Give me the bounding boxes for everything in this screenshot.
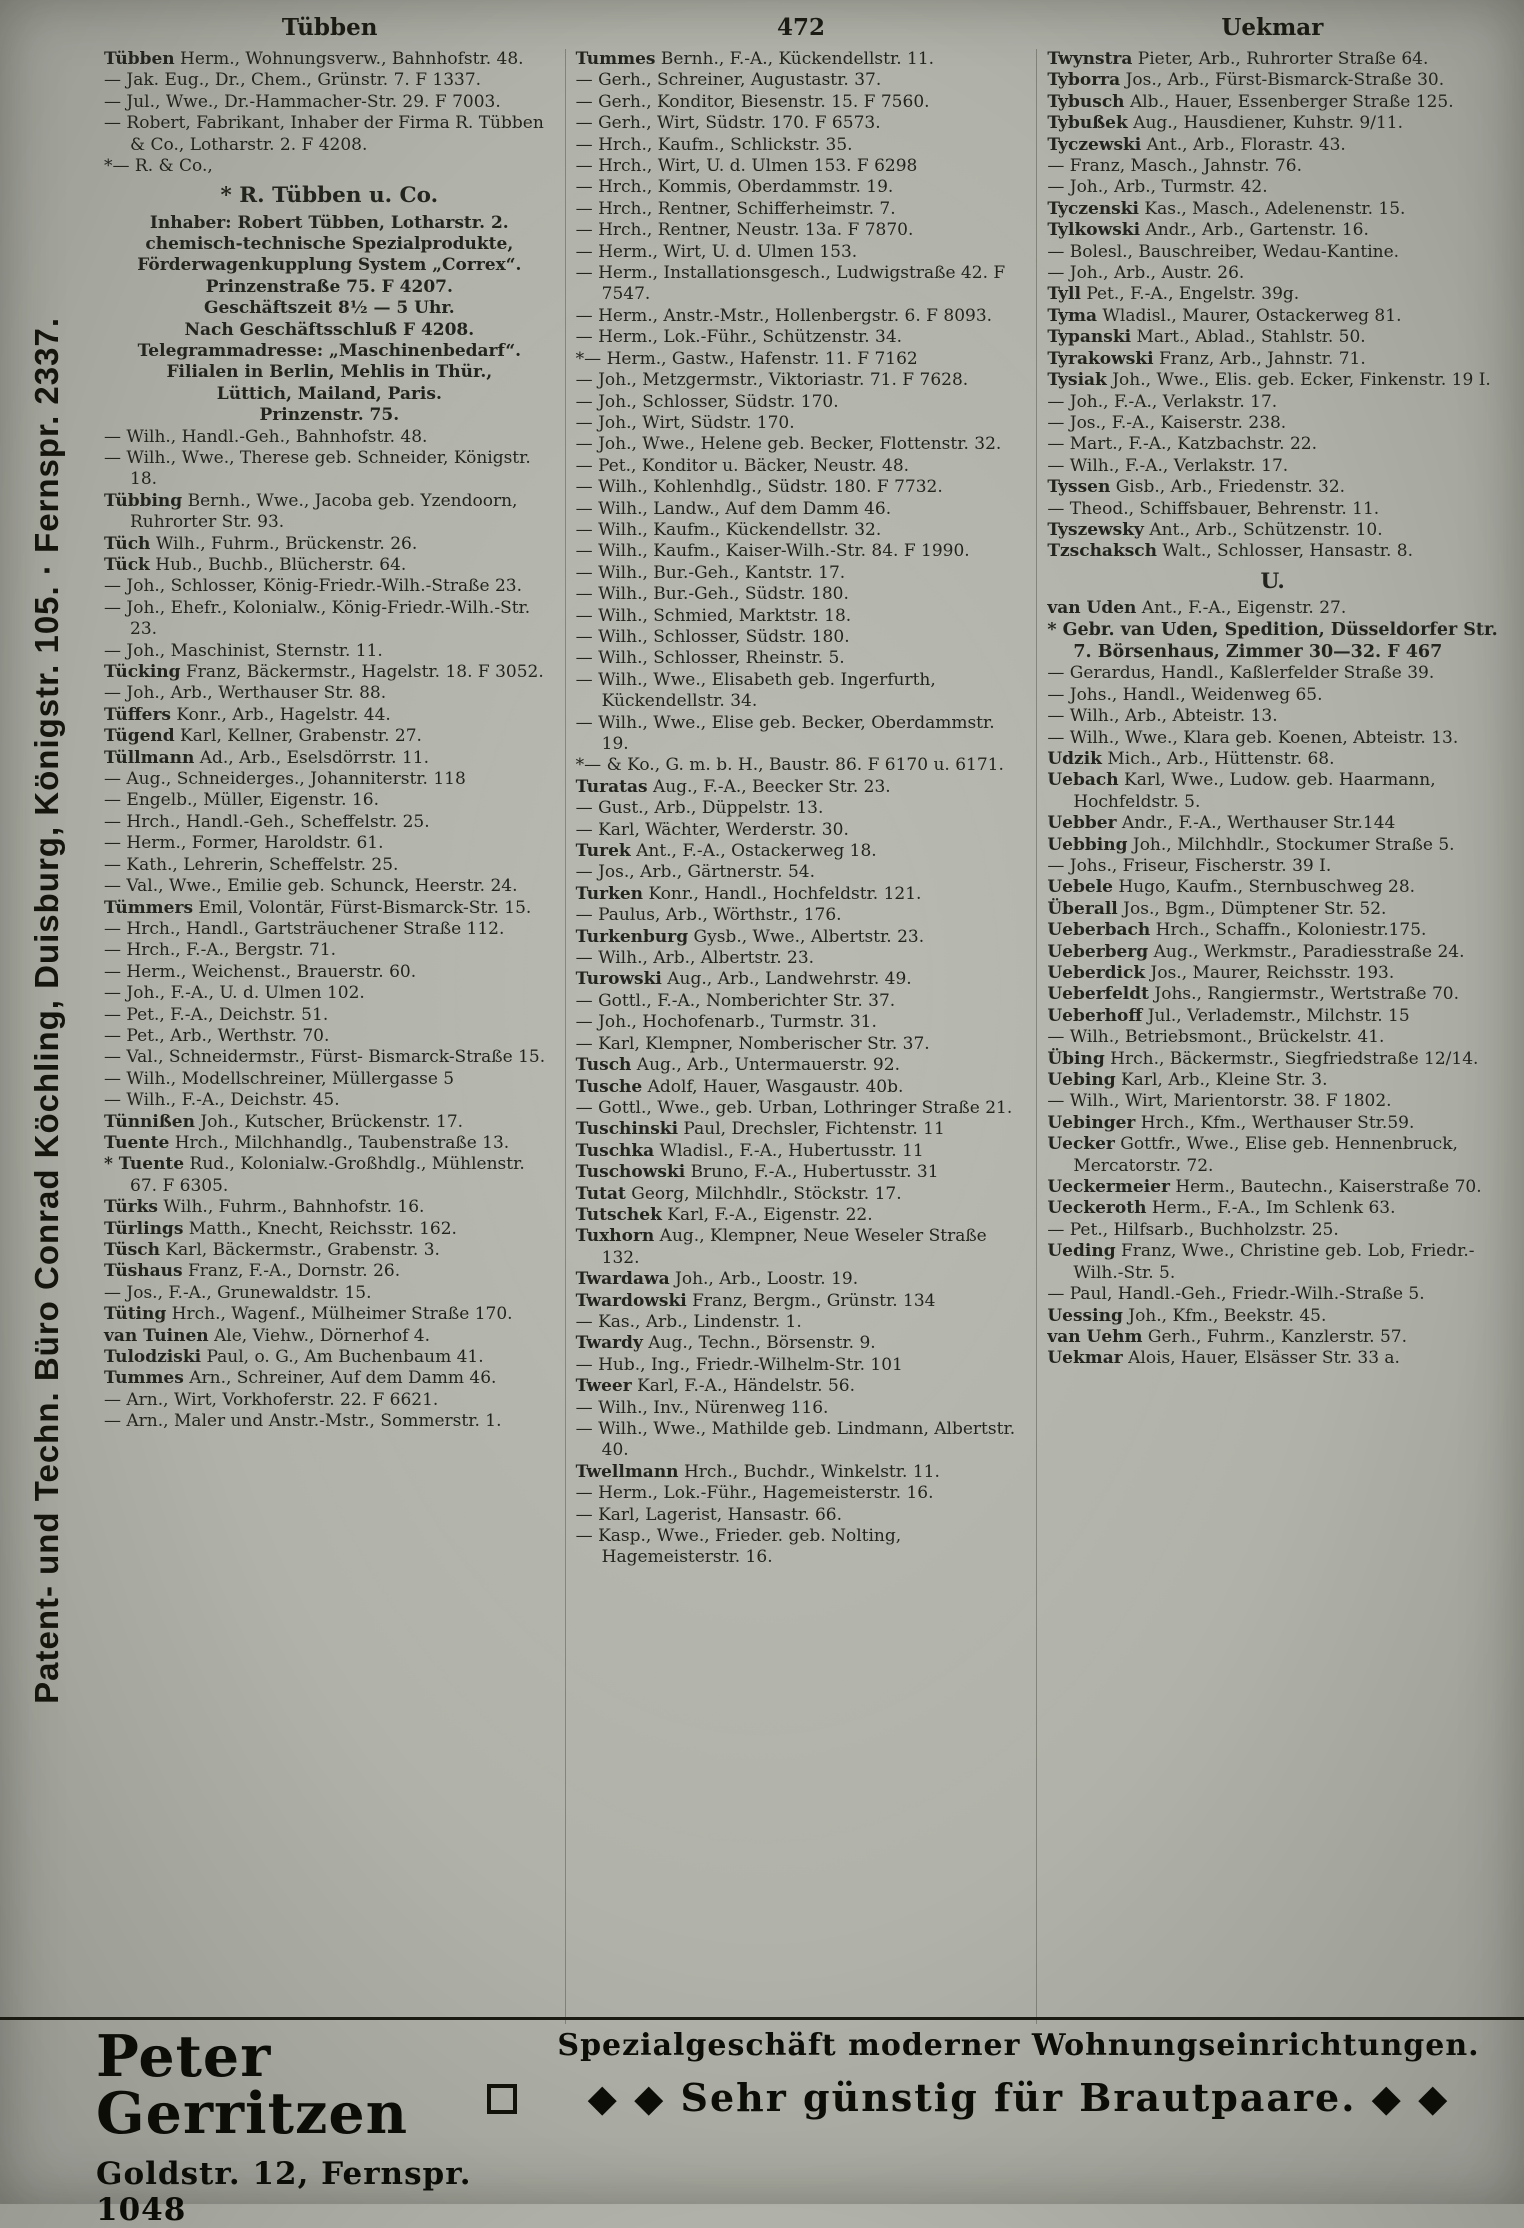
- directory-entry: Tüllmann Ad., Arb., Eselsdörrstr. 11.: [104, 747, 429, 768]
- directory-entry: Türlings Matth., Knecht, Reichsstr. 162.: [104, 1218, 457, 1239]
- printer-ornament-square-icon: [487, 2084, 517, 2114]
- column-3: [1036, 49, 1508, 2024]
- directory-entry: — Joh., F.-A., U. d. Ulmen 102.: [104, 983, 365, 1004]
- directory-entry: — Wilh., F.-A., Deichstr. 45.: [104, 1090, 340, 1111]
- entry-surname: Tüffers: [104, 704, 171, 725]
- directory-entry: Tüch Wilh., Fuhrm., Brückenstr. 26.: [104, 533, 418, 554]
- entry-surname: Ueckermeier: [1047, 1177, 1170, 1198]
- directory-entry: — Joh., Schlosser, Südstr. 170.: [575, 391, 839, 412]
- directory-entry: Tyborra Jos., Arb., Fürst-Bismarck-Straße 30.: [1047, 70, 1445, 91]
- directory-entry: — Hrch., Kommis, Oberdammstr. 19.: [575, 177, 894, 198]
- entry-surname: Tüsch: [104, 1240, 160, 1261]
- directory-entry: — Wilh., Landw., Auf dem Damm 46.: [575, 498, 892, 519]
- entry-surname: Tüshaus: [104, 1261, 183, 1282]
- directory-entry: Telegrammadresse: „Maschinenbedarf“.: [137, 340, 522, 361]
- directory-entry: — Theod., Schiffsbauer, Behrenstr. 11.: [1047, 498, 1380, 519]
- directory-entry: Filialen in Berlin, Mehlis in Thür.,: [166, 362, 493, 383]
- directory-entry: — Wilh., Wwe., Klara geb. Koenen, Abteistr. 13.: [1047, 727, 1459, 748]
- directory-entry: * Tuente Rud., Kolonialw.-Großhdlg., Mühlenstr. 67. F 6305.: [104, 1154, 525, 1196]
- directory-entry: — Hrch., F.-A., Bergstr. 71.: [104, 940, 337, 961]
- entry-surname: Tuschka: [575, 1140, 655, 1161]
- entry-surname: van Uden: [1047, 597, 1137, 618]
- directory-entry: Uekmar Alois, Hauer, Elsässer Str. 33 a.: [1047, 1348, 1400, 1369]
- directory-entry: Ueberhoff Jul., Verlademstr., Milchstr. 15: [1047, 1005, 1410, 1026]
- directory-entry: — Arn., Maler und Anstr.-Mstr., Sommerstr. 1.: [104, 1411, 502, 1432]
- directory-entry: Überall Jos., Bgm., Dümptener Str. 52.: [1047, 898, 1387, 919]
- directory-entry: Prinzenstraße 75. F 4207.: [205, 276, 453, 297]
- directory-entry: — Engelb., Müller, Eigenstr. 16.: [104, 790, 379, 811]
- entry-surname: Tysiak: [1047, 370, 1107, 391]
- directory-entry: Twardowski Franz, Bergm., Grünstr. 134: [575, 1290, 936, 1311]
- directory-entry: — Joh., Arb., Turmstr. 42.: [1047, 177, 1268, 198]
- entry-surname: * Gebr. van Uden,: [1047, 620, 1219, 641]
- directory-entry: Tyrakowski Franz, Arb., Jahnstr. 71.: [1047, 348, 1366, 369]
- directory-entry: — Joh., Metzgermstr., Viktoriastr. 71. F 7628.: [575, 370, 969, 391]
- directory-entry: Inhaber: Robert Tübben, Lotharstr. 2.: [149, 212, 509, 233]
- directory-entry: — Herm., Anstr.-Mstr., Hollenbergstr. 6. F 8093.: [575, 305, 993, 326]
- column-1: [94, 49, 565, 2024]
- directory-entry: Übing Hrch., Bäckermstr., Siegfriedstraße 12/14.: [1047, 1048, 1479, 1069]
- directory-entry: — Paul, Handl.-Geh., Friedr.-Wilh.-Straße 5.: [1047, 1284, 1425, 1305]
- directory-entry: Tyczenski Kas., Masch., Adelenenstr. 15.: [1047, 198, 1406, 219]
- entry-surname: Twardowski: [575, 1290, 687, 1311]
- entry-surname: Tuschowski: [575, 1162, 686, 1183]
- entry-surname: Tzschaksch: [1047, 541, 1158, 562]
- directory-entry: Turken Konr., Handl., Hochfeldstr. 121.: [575, 883, 922, 904]
- entry-surname: Tyrakowski: [1047, 348, 1154, 369]
- entry-surname: Turkenburg: [575, 926, 689, 947]
- directory-entry: — Arn., Wirt, Vorkhoferstr. 22. F 6621.: [104, 1389, 439, 1410]
- directory-entry: Nach Geschäftsschluß F 4208.: [184, 319, 475, 340]
- directory-entry: Turowski Aug., Arb., Landwehrstr. 49.: [575, 969, 912, 990]
- directory-entry: Lüttich, Mailand, Paris.: [216, 383, 442, 404]
- entry-surname: Tyczewski: [1047, 134, 1142, 155]
- directory-entry: — Karl, Wächter, Werderstr. 30.: [575, 819, 849, 840]
- directory-entry: — Joh., Wirt, Südstr. 170.: [575, 412, 795, 433]
- directory-entry: Ueberberg Aug., Werkmstr., Paradiesstraße 24.: [1047, 941, 1465, 962]
- entry-surname: Uebber: [1047, 813, 1117, 834]
- directory-entry: Ueberbach Hrch., Schaffn., Koloniestr.175.: [1047, 920, 1427, 941]
- directory-entry: — Gottl., F.-A., Nomberichter Str. 37.: [575, 990, 896, 1011]
- directory-entry: — Franz, Masch., Jahnstr. 76.: [1047, 156, 1302, 177]
- directory-entry: — Hrch., Kaufm., Schlickstr. 35.: [575, 134, 853, 155]
- entry-surname: Tuente: [104, 1132, 170, 1153]
- entry-surname: Tutschek: [575, 1204, 662, 1225]
- directory-entry: Tübbing Bernh., Wwe., Jacoba geb. Yzendoorn, Ruhrorter Str. 93.: [104, 490, 518, 533]
- entry-surname: Uekmar: [1047, 1348, 1123, 1369]
- directory-entry: Tüsch Karl, Bäckermstr., Grabenstr. 3.: [104, 1240, 440, 1261]
- directory-entry: Tylkowski Andr., Arb., Gartenstr. 16.: [1047, 220, 1369, 241]
- directory-entry: — Wilh., Modellschreiner, Müllergasse 5: [104, 1068, 455, 1089]
- directory-entry: Prinzenstr. 75.: [259, 405, 400, 426]
- directory-entry: Uebach Karl, Wwe., Ludow. geb. Haarmann, Hochfeldstr. 5.: [1047, 770, 1436, 812]
- directory-entry: — Wilh., Kohlenhdlg., Südstr. 180. F 7732.: [575, 477, 943, 498]
- directory-entry: — Johs., Friseur, Fischerstr. 39 I.: [1047, 855, 1332, 876]
- entry-surname: Tybußek: [1047, 113, 1128, 134]
- entry-surname: Tyborra: [1047, 70, 1121, 91]
- directory-entry: — Wilh., Bur.-Geh., Südstr. 180.: [575, 584, 849, 605]
- entry-surname: van Tuinen: [104, 1325, 209, 1346]
- directory-entry: — Joh., Arb., Werthauser Str. 88.: [104, 683, 387, 704]
- directory-entry: Ueberfeldt Johs., Rangiermstr., Wertstraße 70.: [1047, 984, 1460, 1005]
- directory-entry: — Pet., Arb., Werthstr. 70.: [104, 1025, 330, 1046]
- directory-entry: — Jos., F.-A., Kaiserstr. 238.: [1047, 412, 1287, 433]
- entry-surname: Türks: [104, 1197, 159, 1218]
- directory-entry: Turek Ant., F.-A., Ostackerweg 18.: [575, 841, 877, 862]
- directory-entry: — Joh., Ehefr., Kolonialw., König-Friedr.-Wilh.-Str. 23.: [104, 597, 531, 640]
- section-heading: * R. Tübben u. Co.: [220, 183, 439, 209]
- directory-entry: — Robert, Fabrikant, Inhaber der Firma R. Tübben & Co., Lotharstr. 2. F 4208.: [104, 113, 544, 155]
- entry-surname: Überall: [1047, 898, 1118, 919]
- directory-entry: — Joh., Schlosser, König-Friedr.-Wilh.-Straße 23.: [104, 576, 522, 597]
- directory-entry: — Wilh., Wirt, Marientorstr. 38. F 1802.: [1047, 1091, 1392, 1112]
- entry-surname: Uebele: [1047, 877, 1113, 898]
- directory-entry: Tück Hub., Buchb., Blücherstr. 64.: [104, 555, 407, 576]
- directory-entry: — Wilh., Bur.-Geh., Kantstr. 17.: [575, 562, 846, 583]
- directory-entry: Tusche Adolf, Hauer, Wasgaustr. 40b.: [575, 1076, 904, 1097]
- entry-surname: Ueberfeldt: [1047, 984, 1149, 1005]
- entry-surname: Tutat: [575, 1183, 626, 1204]
- entry-surname: Tummes: [575, 49, 656, 69]
- directory-entry: Tümmers Emil, Volontär, Fürst-Bismarck-Str. 15.: [104, 897, 532, 918]
- directory-entry: Uebing Karl, Arb., Kleine Str. 3.: [1047, 1070, 1328, 1091]
- directory-entry: Twardawa Joh., Arb., Loostr. 19.: [575, 1269, 859, 1290]
- directory-entry: Tweer Karl, F.-A., Händelstr. 56.: [575, 1376, 856, 1397]
- entry-surname: Ueberhoff: [1047, 1005, 1143, 1026]
- entry-surname: Übing: [1047, 1048, 1105, 1069]
- entry-surname: Tusche: [575, 1076, 643, 1097]
- entry-surname: Uebbing: [1047, 834, 1128, 855]
- entry-surname: Tünnißen: [104, 1111, 195, 1132]
- directory-entry: Tyma Wladisl., Maurer, Ostackerweg 81.: [1047, 305, 1402, 326]
- entry-surname: Uecker: [1047, 1134, 1115, 1155]
- directory-entry: — Wilh., Inv., Nürenweg 116.: [575, 1397, 829, 1418]
- directory-entry: *— Herm., Gastw., Hafenstr. 11. F 7162: [575, 348, 918, 369]
- directory-entry: — Jul., Wwe., Dr.-Hammacher-Str. 29. F 7003.: [104, 91, 501, 112]
- directory-entry: Ueberdick Jos., Maurer, Reichsstr. 193.: [1047, 963, 1395, 984]
- footer-ad-slogan1: Spezialgeschäft moderner Wohnungseinrichtungen.: [557, 2028, 1480, 2063]
- directory-entry: — Hrch., Wirt, U. d. Ulmen 153. F 6298: [575, 156, 918, 177]
- column-2: [565, 49, 1037, 2024]
- directory-entry: — Wilh., Wwe., Elise geb. Becker, Oberdammstr. 19.: [575, 712, 995, 754]
- header-right-keyword: Uekmar: [1221, 14, 1324, 41]
- entry-surname: Uessing: [1047, 1305, 1123, 1326]
- footer-ad-slogan2: ◆ ◆ Sehr günstig für Brautpaare. ◆ ◆: [587, 2075, 1450, 2120]
- entry-surname: Tweer: [575, 1376, 632, 1397]
- directory-entry: Tuschka Wladisl., F.-A., Hubertusstr. 11: [575, 1140, 924, 1161]
- entry-surname: Tügend: [104, 726, 175, 747]
- directory-entry: — Wilh., Kaufm., Kückendellstr. 32.: [575, 519, 882, 540]
- directory-entry: Uecker Gottfr., Wwe., Elise geb. Hennenbruck, Mercatorstr. 72.: [1047, 1134, 1458, 1176]
- entry-surname: Twynstra: [1047, 49, 1133, 69]
- directory-entry: Twardy Aug., Techn., Börsenstr. 9.: [575, 1333, 876, 1354]
- directory-entry: * Gebr. van Uden, Spedition, Düsseldorfer Str. 7. Börsenhaus, Zimmer 30—32. F 467: [1047, 620, 1498, 663]
- directory-entry: — Karl, Klempner, Nomberischer Str. 37.: [575, 1033, 930, 1054]
- directory-entry: Tüshaus Franz, F.-A., Dornstr. 26.: [104, 1261, 401, 1282]
- directory-entry: Tzschaksch Walt., Schlosser, Hansastr. 8.: [1047, 541, 1414, 562]
- directory-entry: — Joh., Maschinist, Sternstr. 11.: [104, 640, 383, 661]
- entry-surname: Tück: [104, 555, 150, 576]
- directory-entry: *— & Ko., G. m. b. H., Baustr. 86. F 6170 u. 6171.: [575, 755, 1004, 776]
- directory-entry: Uebinger Hrch., Kfm., Werthauser Str.59.: [1047, 1112, 1415, 1133]
- directory-entry: Geschäftszeit 8½ — 5 Uhr.: [203, 298, 455, 319]
- entry-surname: Tybusch: [1047, 91, 1125, 112]
- directory-entry: — Hrch., Rentner, Neustr. 13a. F 7870.: [575, 220, 914, 241]
- directory-entry: — Val., Wwe., Emilie geb. Schunck, Heerstr. 24.: [104, 876, 518, 897]
- entry-surname: Türlings: [104, 1218, 184, 1239]
- directory-entry: Tutat Georg, Milchhdlr., Stöckstr. 17.: [575, 1183, 902, 1204]
- directory-entry: — Gust., Arb., Düppelstr. 13.: [575, 798, 824, 819]
- sidebar-ad-text: Patent- und Techn. Büro Conrad Köchling, Duisburg, Königstr. 105. · Fernspr. 2337.: [28, 316, 65, 1704]
- directory-entry: Türks Wilh., Fuhrm., Bahnhofstr. 16.: [104, 1197, 425, 1218]
- directory-entry: — Wilh., Kaufm., Kaiser-Wilh.-Str. 84. F 1990.: [575, 541, 970, 562]
- directory-entry: Uebele Hugo, Kaufm., Sternbuschweg 28.: [1047, 877, 1416, 898]
- directory-entry: — Herm., Former, Haroldstr. 61.: [104, 833, 384, 854]
- directory-entry: Udzik Mich., Arb., Hüttenstr. 68.: [1047, 748, 1335, 769]
- directory-entry: — Karl, Lagerist, Hansastr. 66.: [575, 1504, 843, 1525]
- directory-entry: Ueckermeier Herm., Bautechn., Kaiserstraße 70.: [1047, 1177, 1482, 1198]
- directory-entry: — Kasp., Wwe., Frieder. geb. Nolting, Hagemeisterstr. 16.: [575, 1526, 902, 1568]
- directory-entry: — Hrch., Handl., Gartsträuchener Straße 112.: [104, 918, 505, 939]
- page-header: [94, 14, 1508, 41]
- entry-surname: Tübbing: [104, 490, 183, 511]
- entry-surname: Turken: [575, 883, 644, 904]
- directory-entry: Tuente Hrch., Milchhandlg., Taubenstraße 13.: [104, 1132, 510, 1153]
- entry-surname: van Uehm: [1047, 1326, 1143, 1347]
- directory-entry: Tügend Karl, Kellner, Grabenstr. 27.: [104, 726, 422, 747]
- entry-surname: Uebach: [1047, 770, 1119, 791]
- entry-surname: Typanski: [1047, 327, 1132, 348]
- directory-entry: Tuxhorn Aug., Klempner, Neue Weseler Straße 132.: [575, 1226, 987, 1268]
- entry-surname: Tyll: [1047, 284, 1081, 305]
- directory-entry: Tübben Herm., Wohnungsverw., Bahnhofstr. 48.: [104, 49, 524, 69]
- directory-entry: — Wilh., Wwe., Elisabeth geb. Ingerfurth, Kückendellstr. 34.: [575, 669, 936, 712]
- directory-entry: Tybusch Alb., Hauer, Essenberger Straße 125.: [1047, 91, 1454, 112]
- directory-entry: Ueding Franz, Wwe., Christine geb. Lob, Friedr.-Wilh.-Str. 5.: [1047, 1241, 1475, 1283]
- entry-surname: Tümmers: [104, 897, 194, 918]
- directory-entry: — Bolesl., Bauschreiber, Wedau-Kantine.: [1047, 241, 1400, 262]
- entry-surname: Tyszewsky: [1047, 519, 1144, 540]
- entry-surname: Tulodziski: [104, 1347, 202, 1368]
- entry-surname: Twellmann: [575, 1461, 679, 1482]
- directory-entry: — Herm., Lok.-Führ., Schützenstr. 34.: [575, 327, 903, 348]
- footer-ad-right: [531, 2028, 1506, 2120]
- entry-surname: * Tuente: [104, 1154, 185, 1175]
- directory-columns: [94, 49, 1508, 2024]
- entry-surname: Tyssen: [1047, 477, 1111, 498]
- footer-advertisement: [0, 2017, 1524, 2228]
- entry-surname: Tuxhorn: [575, 1226, 655, 1247]
- footer-ad-address: Goldstr. 12, Fernspr. 1048: [96, 2156, 472, 2228]
- directory-entry: — Val., Schneidermstr., Fürst- Bismarck-Straße 15.: [104, 1047, 546, 1068]
- directory-entry: — Jak. Eug., Dr., Chem., Grünstr. 7. F 1337.: [104, 70, 482, 91]
- entry-surname: Tylkowski: [1047, 220, 1141, 241]
- entry-surname: Ueckeroth: [1047, 1198, 1147, 1219]
- header-page-number: 472: [776, 14, 825, 41]
- directory-entry: Tulodziski Paul, o. G., Am Buchenbaum 41.: [104, 1347, 484, 1368]
- entry-surname: Tücking: [104, 662, 181, 683]
- directory-entry: Tysiak Joh., Wwe., Elis. geb. Ecker, Finkenstr. 19 I.: [1047, 370, 1491, 391]
- directory-entry: Ueckeroth Herm., F.-A., Im Schlenk 63.: [1047, 1198, 1396, 1219]
- directory-entry: — Jos., Arb., Gärtnerstr. 54.: [575, 862, 816, 883]
- directory-entry: *— R. & Co.,: [104, 156, 213, 177]
- entry-surname: Tummes: [104, 1368, 184, 1389]
- directory-entry: Turatas Aug., F.-A., Beecker Str. 23.: [575, 776, 891, 797]
- entry-surname: Tüllmann: [104, 747, 195, 768]
- directory-entry: — Paulus, Arb., Wörthstr., 176.: [575, 905, 842, 926]
- directory-entry: — Joh., Hochofenarb., Turmstr. 31.: [575, 1012, 877, 1033]
- entry-surname: Ueding: [1047, 1241, 1116, 1262]
- directory-entry: — Joh., Wwe., Helene geb. Becker, Flottenstr. 32.: [575, 434, 1002, 455]
- directory-entry: Tüffers Konr., Arb., Hagelstr. 44.: [104, 704, 391, 725]
- entry-surname: Tusch: [575, 1055, 632, 1076]
- directory-entry: Tutschek Karl, F.-A., Eigenstr. 22.: [575, 1204, 873, 1225]
- directory-entry: Twellmann Hrch., Buchdr., Winkelstr. 11.: [575, 1461, 940, 1482]
- entry-surname: Ueberbach: [1047, 920, 1151, 941]
- entry-surname: Ueberdick: [1047, 963, 1146, 984]
- directory-entry: — Wilh., Handl.-Geh., Bahnhofstr. 48.: [104, 426, 428, 447]
- directory-entry: — Wilh., F.-A., Verlakstr. 17.: [1047, 455, 1289, 476]
- directory-entry: — Jos., F.-A., Grunewaldstr. 15.: [104, 1282, 372, 1303]
- directory-entry: Uebber Andr., F.-A., Werthauser Str.144: [1047, 813, 1396, 834]
- sidebar-vertical-ad: [0, 0, 94, 2020]
- directory-entry: Tusch Aug., Arb., Untermauerstr. 92.: [575, 1055, 900, 1076]
- directory-entry: — Herm., Installationsgesch., Ludwigstraße 42. F 7547.: [575, 263, 1006, 305]
- directory-main: [94, 14, 1508, 2024]
- directory-entry: — Kas., Arb., Lindenstr. 1.: [575, 1311, 802, 1332]
- directory-entry: Twynstra Pieter, Arb., Ruhrorter Straße 64.: [1047, 49, 1429, 69]
- entry-surname: Udzik: [1047, 748, 1102, 769]
- directory-entry: — Wilh., Wwe., Mathilde geb. Lindmann, Albertstr. 40.: [575, 1419, 1016, 1461]
- entry-surname: Twardy: [575, 1333, 643, 1354]
- entry-surname: Tyczenski: [1047, 198, 1139, 219]
- directory-entry: — Gottl., Wwe., geb. Urban, Lothringer Straße 21.: [575, 1097, 1013, 1118]
- directory-entry: — Pet., Konditor u. Bäcker, Neustr. 48.: [575, 455, 910, 476]
- directory-entry: chemisch-technische Spezialprodukte,: [145, 233, 514, 254]
- header-left-keyword: Tübben: [281, 14, 378, 41]
- entry-surname: Turatas: [575, 776, 648, 797]
- directory-entry: Förderwagenkupplung System „Correx“.: [137, 255, 522, 276]
- directory-entry: — Joh., Arb., Austr. 26.: [1047, 263, 1245, 284]
- entry-surname: Turek: [575, 841, 631, 862]
- directory-entry: — Joh., F.-A., Verlakstr. 17.: [1047, 391, 1278, 412]
- entry-surname: Tuschinski: [575, 1119, 679, 1140]
- directory-entry: — Gerardus, Handl., Kaßlerfelder Straße 39.: [1047, 663, 1435, 684]
- footer-ad-left: [96, 2023, 481, 2228]
- directory-entry: — Kath., Lehrerin, Scheffelstr. 25.: [104, 854, 399, 875]
- directory-entry: — Wilh., Schmied, Marktstr. 18.: [575, 605, 852, 626]
- entry-surname: Uebinger: [1047, 1112, 1136, 1133]
- entry-surname: Ueberberg: [1047, 941, 1149, 962]
- directory-entry: — Herm., Weichenst., Brauerstr. 60.: [104, 961, 417, 982]
- entry-surname: Turowski: [575, 969, 662, 990]
- entry-surname: Tüting: [104, 1304, 167, 1325]
- directory-entry: Turkenburg Gysb., Wwe., Albertstr. 23.: [575, 926, 925, 947]
- directory-entry: van Uehm Gerh., Fuhrm., Kanzlerstr. 57.: [1047, 1326, 1408, 1347]
- directory-entry: — Wilh., Wwe., Therese geb. Schneider, Königstr. 18.: [104, 447, 531, 490]
- directory-entry: van Tuinen Ale, Viehw., Dörnerhof 4.: [104, 1325, 431, 1346]
- directory-entry: — Herm., Lok.-Führ., Hagemeisterstr. 16.: [575, 1483, 934, 1504]
- directory-entry: — Wilh., Schlosser, Südstr. 180.: [575, 626, 850, 647]
- directory-entry: — Wilh., Arb., Abteistr. 13.: [1047, 706, 1278, 727]
- directory-entry: Tünnißen Joh., Kutscher, Brückenstr. 17.: [104, 1111, 464, 1132]
- directory-entry: Tuschinski Paul, Drechsler, Fichtenstr. 11: [575, 1119, 945, 1140]
- directory-entry: Tücking Franz, Bäckermstr., Hagelstr. 18. F 3052.: [104, 662, 544, 683]
- directory-entry: Tybußek Aug., Hausdiener, Kuhstr. 9/11.: [1047, 113, 1404, 134]
- directory-entry: — Johs., Handl., Weidenweg 65.: [1047, 684, 1323, 705]
- entry-surname: Tüch: [104, 533, 151, 554]
- directory-entry: — Wilh., Betriebsmont., Brückelstr. 41.: [1047, 1027, 1385, 1048]
- directory-entry: Tummes Bernh., F.-A., Kückendellstr. 11.: [575, 49, 935, 69]
- directory-entry: Tummes Arn., Schreiner, Auf dem Damm 46.: [104, 1368, 497, 1389]
- entry-surname: Uebing: [1047, 1070, 1116, 1091]
- directory-entry: Uebbing Joh., Milchhdlr., Stockumer Straße 5.: [1047, 834, 1455, 855]
- directory-entry: — Gerh., Schreiner, Augustastr. 37.: [575, 70, 882, 91]
- directory-entry: Tüting Hrch., Wagenf., Mülheimer Straße 170.: [104, 1304, 513, 1325]
- directory-entry: Typanski Mart., Ablad., Stahlstr. 50.: [1047, 327, 1366, 348]
- directory-entry: — Gerh., Wirt, Südstr. 170. F 6573.: [575, 113, 881, 134]
- directory-entry: Tyll Pet., F.-A., Engelstr. 39g.: [1047, 284, 1300, 305]
- directory-entry: — Hrch., Handl.-Geh., Scheffelstr. 25.: [104, 811, 430, 832]
- directory-entry: — Gerh., Konditor, Biesenstr. 15. F 7560.: [575, 91, 930, 112]
- directory-entry: Tyszewsky Ant., Arb., Schützenstr. 10.: [1047, 519, 1383, 540]
- directory-entry: — Hrch., Rentner, Schifferheimstr. 7.: [575, 198, 896, 219]
- directory-entry: — Wilh., Arb., Albertstr. 23.: [575, 948, 815, 969]
- directory-entry: — Pet., F.-A., Deichstr. 51.: [104, 1004, 329, 1025]
- directory-entry: — Herm., Wirt, U. d. Ulmen 153.: [575, 241, 858, 262]
- directory-entry: Uessing Joh., Kfm., Beekstr. 45.: [1047, 1305, 1327, 1326]
- directory-entry: Tyczewski Ant., Arb., Florastr. 43.: [1047, 134, 1346, 155]
- entry-surname: Tübben: [104, 49, 175, 69]
- directory-entry: — Mart., F.-A., Katzbachstr. 22.: [1047, 434, 1318, 455]
- section-heading: U.: [1260, 568, 1285, 594]
- directory-entry: Tuschowski Bruno, F.-A., Hubertusstr. 31: [575, 1162, 939, 1183]
- entry-surname: Tyma: [1047, 305, 1098, 326]
- directory-entry: — Wilh., Schlosser, Rheinstr. 5.: [575, 648, 845, 669]
- directory-entry: Tyssen Gisb., Arb., Friedenstr. 32.: [1047, 477, 1346, 498]
- directory-entry: — Pet., Hilfsarb., Buchholzstr. 25.: [1047, 1219, 1339, 1240]
- footer-ad-name: Peter Gerritzen: [96, 2023, 409, 2147]
- entry-surname: Twardawa: [575, 1269, 670, 1290]
- directory-entry: — Aug., Schneiderges., Johanniterstr. 118: [104, 769, 466, 790]
- directory-entry: van Uden Ant., F.-A., Eigenstr. 27.: [1047, 597, 1347, 618]
- directory-entry: — Hub., Ing., Friedr.-Wilhelm-Str. 101: [575, 1354, 903, 1375]
